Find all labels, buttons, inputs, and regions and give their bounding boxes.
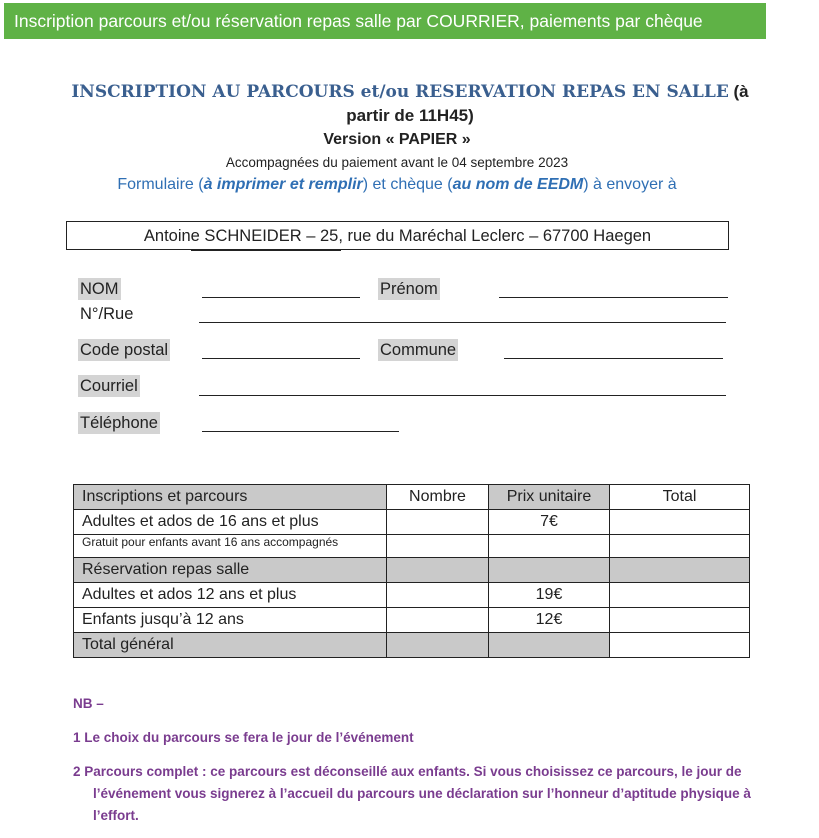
cell-total[interactable] bbox=[610, 535, 750, 558]
title-suffix: (à bbox=[728, 82, 749, 101]
label-prenom: Prénom bbox=[380, 280, 438, 298]
header-inscriptions: Inscriptions et parcours bbox=[74, 485, 387, 510]
input-rue[interactable] bbox=[199, 322, 726, 323]
cell-grand-total[interactable] bbox=[610, 633, 750, 658]
label-code-postal: Code postal bbox=[80, 341, 169, 359]
table-row bbox=[74, 510, 750, 535]
row-label: Enfants jusqu’à 12 ans bbox=[74, 608, 387, 633]
note-1: 1 Le choix du parcours se fera le jour de l’événement bbox=[73, 730, 414, 745]
table-header-row bbox=[74, 485, 750, 510]
cell-nombre[interactable] bbox=[387, 535, 489, 558]
cell-total[interactable] bbox=[610, 583, 750, 608]
section-label: Réservation repas salle bbox=[74, 558, 387, 583]
table-row bbox=[74, 535, 750, 558]
table-row bbox=[74, 583, 750, 608]
label-rue: N°/Rue bbox=[80, 305, 134, 323]
payment-deadline: Accompagnées du paiement avant le 04 septembre 2023 bbox=[225, 155, 569, 170]
cell-prix: 19€ bbox=[489, 583, 610, 608]
row-label: Adultes et ados 12 ans et plus bbox=[74, 583, 387, 608]
input-courriel[interactable] bbox=[199, 395, 726, 396]
input-nom[interactable] bbox=[202, 297, 360, 298]
note-2-line3: l’effort. bbox=[93, 808, 139, 823]
header-nombre: Nombre bbox=[387, 485, 489, 510]
order-table bbox=[73, 484, 750, 658]
title-main: INSCRIPTION AU PARCOURS et/ou RESERVATION REPAS EN SALLE bbox=[71, 82, 729, 102]
header-prix: Prix unitaire bbox=[489, 485, 610, 510]
input-prenom[interactable] bbox=[499, 297, 728, 298]
label-telephone: Téléphone bbox=[80, 414, 158, 432]
label-courriel: Courriel bbox=[80, 377, 138, 395]
label-nom: NOM bbox=[80, 280, 119, 298]
table-section-row bbox=[74, 558, 750, 583]
input-telephone[interactable] bbox=[202, 431, 399, 432]
label-commune: Commune bbox=[380, 341, 457, 359]
table-total-row bbox=[74, 633, 750, 658]
row-label: Gratuit pour enfants avant 16 ans accompagnés bbox=[74, 535, 387, 558]
instruction-line: Formulaire (à imprimer et remplir) et chèque (au nom de EEDM) à envoyer à bbox=[117, 176, 677, 193]
note-nb: NB – bbox=[73, 696, 104, 711]
cell-nombre[interactable] bbox=[387, 510, 489, 535]
total-label: Total général bbox=[74, 633, 387, 658]
row-label: Adultes et ados de 16 ans et plus bbox=[74, 510, 387, 535]
cell-prix: 12€ bbox=[489, 608, 610, 633]
instruction-payee: au nom de EEDM bbox=[452, 176, 584, 193]
cell-nombre[interactable] bbox=[387, 608, 489, 633]
header-banner: Inscription parcours et/ou réservation repas salle par COURRIER, paiements par chèque bbox=[4, 3, 766, 39]
input-commune[interactable] bbox=[504, 358, 723, 359]
note-2-line2: l’événement vous signerez à l’accueil du parcours une déclaration sur l’honneur d’aptitude physique à bbox=[93, 786, 751, 801]
title-line2: partir de 11H45) bbox=[346, 106, 474, 125]
cell-total[interactable] bbox=[610, 608, 750, 633]
instruction-print: à imprimer et remplir bbox=[203, 176, 363, 193]
header-total: Total bbox=[610, 485, 750, 510]
version-label: Version « PAPIER » bbox=[323, 131, 471, 148]
mailing-address: Antoine SCHNEIDER – 25, rue du Maréchal Leclerc – 67700 Haegen bbox=[66, 221, 729, 250]
cell-prix bbox=[489, 535, 610, 558]
page-title bbox=[60, 80, 760, 128]
note-2-line1: 2 Parcours complet : ce parcours est déconseillé aux enfants. Si vous choisissez ce parcours, le jour de bbox=[73, 764, 742, 779]
cell-total[interactable] bbox=[610, 510, 750, 535]
input-code-postal[interactable] bbox=[202, 358, 360, 359]
cell-nombre[interactable] bbox=[387, 583, 489, 608]
cell-prix: 7€ bbox=[489, 510, 610, 535]
table-row bbox=[74, 608, 750, 633]
